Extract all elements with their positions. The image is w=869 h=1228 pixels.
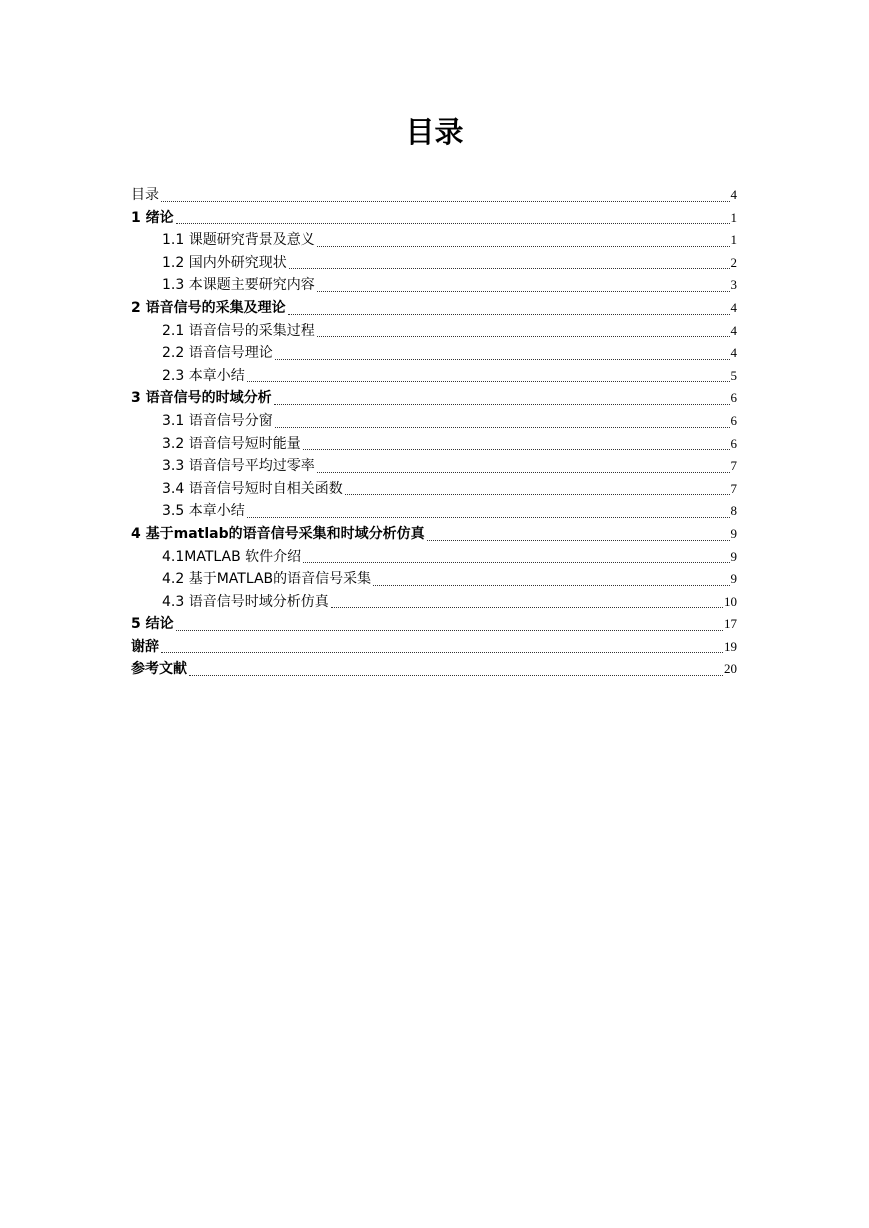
toc-entry-title: 5 结论 [131, 616, 174, 633]
toc-entry-title: 1 绪论 [131, 209, 174, 226]
toc-entry-title: 4.1MATLAB 软件介绍 [162, 548, 302, 565]
toc-entry-page-number: 6 [730, 390, 737, 406]
toc-entry[interactable] [131, 410, 737, 433]
toc-dot-leader [427, 540, 730, 541]
toc-entry-page-number: 4 [730, 345, 737, 361]
toc-entry-title: 1.3 本课题主要研究内容 [162, 277, 315, 294]
toc-entry-title: 2.2 语音信号理论 [162, 345, 273, 362]
toc-entry[interactable] [131, 252, 737, 275]
toc-dot-leader [345, 494, 730, 495]
toc-entry-title: 2 语音信号的采集及理论 [131, 299, 286, 316]
toc-entry[interactable] [131, 433, 737, 456]
toc-entry-page-number: 6 [730, 412, 737, 428]
toc-entry-title: 1.2 国内外研究现状 [162, 254, 287, 271]
toc-dot-leader [189, 675, 723, 676]
toc-entry-page-number: 9 [730, 525, 737, 541]
toc-entry[interactable] [131, 658, 737, 681]
toc-entry-title: 2.3 本章小结 [162, 367, 245, 384]
toc-entry-page-number: 7 [730, 480, 737, 496]
toc-entry-page-number: 4 [730, 187, 737, 202]
toc-entry-title: 1.1 课题研究背景及意义 [162, 232, 315, 249]
toc-entry-page-number: 6 [730, 435, 737, 451]
toc-entry[interactable] [131, 546, 737, 569]
toc-entry-title: 4.2 基于MATLAB的语音信号采集 [162, 571, 372, 588]
toc-dot-leader [331, 607, 723, 608]
toc-entry-title: 3.4 语音信号短时自相关函数 [162, 480, 343, 497]
toc-dot-leader [317, 472, 730, 473]
toc-dot-leader [161, 652, 723, 653]
toc-entry[interactable] [131, 297, 737, 320]
toc-entry-page-number: 4 [730, 299, 737, 315]
toc-dot-leader [176, 223, 730, 224]
toc-entry-page-number: 20 [724, 661, 737, 677]
toc-entry-title: 参考文献 [131, 661, 187, 678]
toc-entry[interactable] [131, 274, 737, 297]
toc-entry-page-number: 2 [730, 254, 737, 270]
toc-entry-title: 3 语音信号的时域分析 [131, 390, 272, 407]
toc-entry-page-number: 9 [730, 548, 737, 564]
toc-entry[interactable] [131, 478, 737, 501]
toc-dot-leader [247, 517, 730, 518]
toc-entry[interactable] [131, 320, 737, 343]
toc-entry-page-number: 4 [730, 322, 737, 338]
toc-entry[interactable] [131, 500, 737, 523]
toc-dot-leader [161, 201, 730, 202]
toc-dot-leader [317, 291, 730, 292]
toc-entry-title: 4 基于matlab的语音信号采集和时域分析仿真 [131, 525, 425, 542]
toc-entry-title: 谢辞 [131, 638, 159, 655]
toc-entry-title: 3.1 语音信号分窗 [162, 412, 273, 429]
toc-entry-page-number: 10 [724, 593, 737, 609]
toc-entry-page-number: 7 [730, 458, 737, 474]
toc-dot-leader [176, 630, 723, 631]
toc-dot-leader [289, 268, 730, 269]
toc-entry[interactable] [131, 636, 737, 659]
toc-entry-title: 3.5 本章小结 [162, 503, 245, 520]
toc-entry-page-number: 17 [724, 616, 737, 632]
toc-entry[interactable] [131, 523, 737, 546]
toc-entry[interactable] [131, 229, 737, 252]
table-of-contents [131, 184, 737, 681]
toc-entry[interactable] [131, 207, 737, 230]
toc-entry-page-number: 19 [724, 638, 737, 654]
toc-dot-leader [303, 562, 729, 563]
toc-entry[interactable] [131, 342, 737, 365]
toc-dot-leader [247, 381, 730, 382]
toc-dot-leader [274, 404, 730, 405]
toc-dot-leader [317, 246, 730, 247]
toc-entry-title: 4.3 语音信号时域分析仿真 [162, 593, 329, 610]
toc-dot-leader [275, 427, 730, 428]
toc-entry-title: 3.3 语音信号平均过零率 [162, 458, 315, 475]
toc-entry-page-number: 1 [730, 209, 737, 225]
toc-entry-page-number: 1 [730, 232, 737, 248]
toc-entry-title: 目录 [131, 187, 159, 203]
toc-entry-page-number: 9 [730, 571, 737, 587]
toc-dot-leader [288, 314, 730, 315]
toc-dot-leader [317, 336, 730, 337]
toc-entry[interactable] [131, 568, 737, 591]
toc-entry-title: 3.2 语音信号短时能量 [162, 435, 301, 452]
toc-entry[interactable] [131, 387, 737, 410]
page-title: 目录 [405, 115, 464, 149]
toc-entry[interactable] [131, 184, 737, 207]
toc-entry-page-number: 3 [730, 277, 737, 293]
toc-entry[interactable] [131, 365, 737, 388]
toc-entry[interactable] [131, 613, 737, 636]
toc-entry[interactable] [131, 591, 737, 614]
toc-dot-leader [303, 449, 730, 450]
toc-entry-title: 2.1 语音信号的采集过程 [162, 322, 315, 339]
toc-dot-leader [275, 359, 730, 360]
toc-dot-leader [373, 585, 729, 586]
toc-entry-page-number: 8 [730, 503, 737, 519]
toc-entry[interactable] [131, 455, 737, 478]
toc-entry-page-number: 5 [730, 367, 737, 383]
